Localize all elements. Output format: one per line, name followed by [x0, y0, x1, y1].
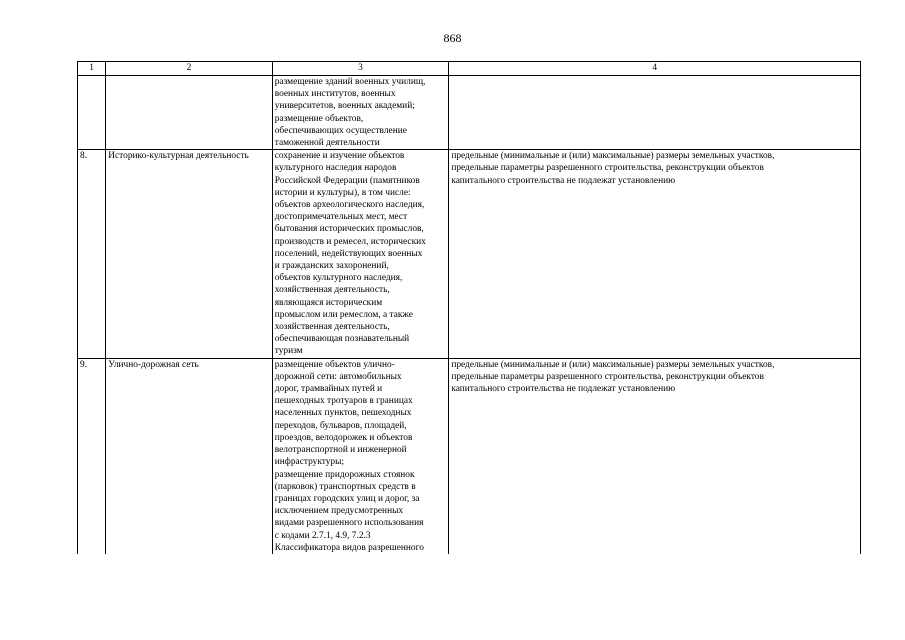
- parameters-cell: предельные (минимальные и (или) максимальные) размеры земельных участков, предельные параметры разрешенного строительства, реконструкции объектов капитального строительства не подлежат установлению: [449, 150, 861, 358]
- table-header-row: [78, 62, 861, 76]
- land-use-table: [77, 61, 861, 554]
- land-use-type-cell: [106, 76, 272, 150]
- table-row: [78, 358, 861, 554]
- parameters-cell: предельные (минимальные и (или) максимальные) размеры земельных участков, предельные параметры разрешенного строительства, реконструкции объектов капитального строительства не подлежат установлению: [449, 358, 861, 554]
- column-header: 3: [272, 62, 449, 76]
- land-use-type-cell: Историко-культурная деятельность: [106, 150, 272, 358]
- description-cell: размещение объектов улично- дорожной сети: автомобильных дорог, трамвайных путей и пешеходных тротуаров в границах населенных пунктов, пешеходных переходов, бульваров, площадей, проездов, велодорожек и объектов велотранспортной и инженерной инфраструктуры; размещение придорожных стоянок (парковок) транспортных средств в границах городских улиц и дорог, за исключением предусмотренных видами разрешенного использования с кодами 2.7.1, 4.9, 7.2.3 Классификатора видов разрешенного: [272, 358, 449, 554]
- column-header: 2: [106, 62, 272, 76]
- column-header: 1: [78, 62, 106, 76]
- row-number-cell: [78, 76, 106, 150]
- page-number: 868: [443, 31, 462, 45]
- row-number-cell: 9.: [78, 358, 106, 554]
- row-number-cell: 8.: [78, 150, 106, 358]
- parameters-cell: [449, 76, 861, 150]
- table-row: [78, 76, 861, 150]
- column-header: 4: [449, 62, 861, 76]
- description-cell: сохранение и изучение объектов культурного наследия народов Российской Федерации (памятников истории и культуры), в том числе: объектов археологического наследия, достопримечательных мест, мест бытования исторических промыслов, производств и ремесел, исторических поселений, недействующих военных и гражданских захоронений, объектов культурного наследия, хозяйственная деятельность, являющаяся историческим промыслом или ремеслом, а также хозяйственная деятельность, обеспечивающая познавательный туризм: [272, 150, 449, 358]
- description-cell: размещение зданий военных училищ, военных институтов, военных университетов, военных академий; размещение объектов, обеспечивающих осуществление таможенной деятельности: [272, 76, 449, 150]
- table-row: [78, 150, 861, 358]
- land-use-type-cell: Улично-дорожная сеть: [106, 358, 272, 554]
